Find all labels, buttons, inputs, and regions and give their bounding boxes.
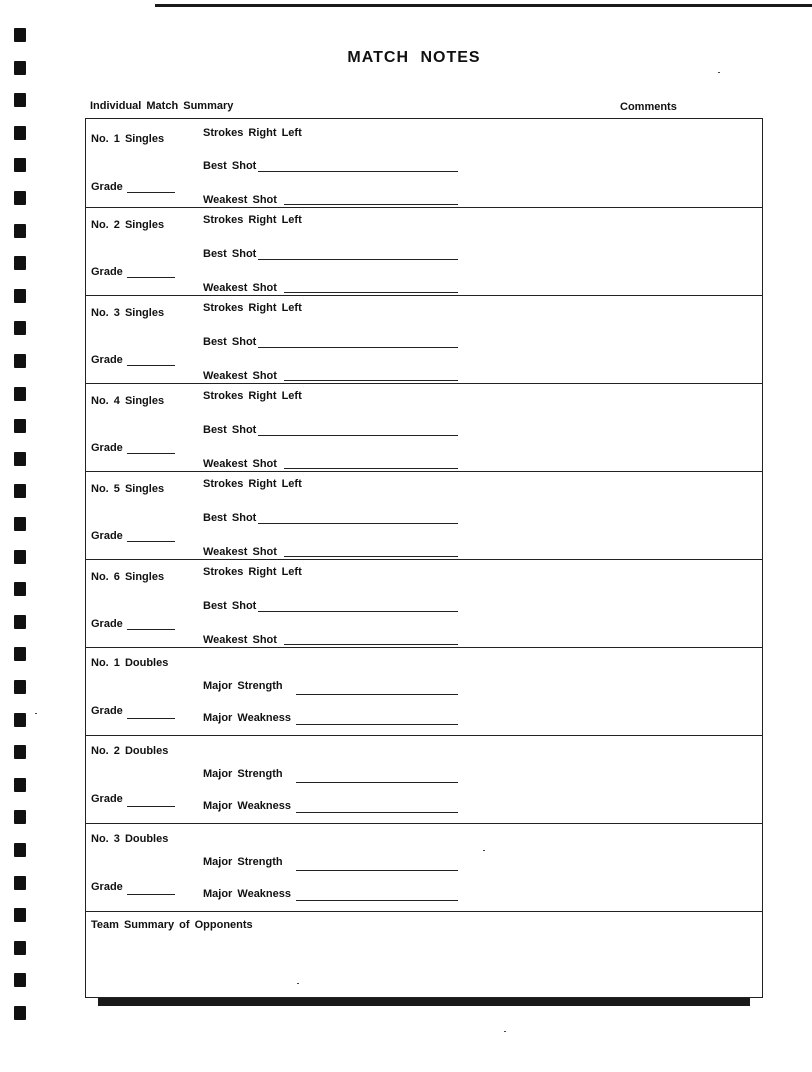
binder-hole [14,484,26,498]
major-weakness-line[interactable] [296,812,458,813]
grade-line[interactable] [127,192,175,193]
scan-speck [35,713,37,714]
strokes-label: Strokes Right Left [203,478,302,490]
doubles-label: No. 2 Doubles [91,745,169,757]
scan-speck [483,850,485,851]
grade-label: Grade [91,354,123,366]
grade-line[interactable] [127,894,175,895]
binder-hole [14,876,26,890]
weakest-shot-line[interactable] [284,644,458,645]
major-strength-label: Major Strength [203,856,283,868]
grade-line[interactable] [127,541,175,542]
weakest-shot-line[interactable] [284,292,458,293]
major-weakness-line[interactable] [296,724,458,725]
binder-hole [14,778,26,792]
scan-speck [504,1031,506,1032]
binder-hole [14,680,26,694]
best-shot-line[interactable] [258,347,458,348]
singles-section-6 [86,559,762,648]
match-form [85,118,763,998]
strokes-label: Strokes Right Left [203,566,302,578]
weakest-shot-label: Weakest Shot [203,458,277,470]
grade-line[interactable] [127,277,175,278]
grade-label: Grade [91,618,123,630]
weakest-shot-label: Weakest Shot [203,282,277,294]
doubles-section-3 [86,823,762,912]
singles-section-3 [86,295,762,384]
doubles-label: No. 3 Doubles [91,833,169,845]
team-summary-section [86,911,762,997]
best-shot-label: Best Shot [203,336,257,348]
binder-hole [14,973,26,987]
singles-label: No. 3 Singles [91,307,165,319]
best-shot-line[interactable] [258,171,458,172]
binder-hole [14,550,26,564]
binder-hole [14,93,26,107]
best-shot-label: Best Shot [203,424,257,436]
grade-label: Grade [91,442,123,454]
major-weakness-label: Major Weakness [203,800,292,812]
bottom-edge-bar [98,998,750,1006]
doubles-section-1 [86,647,762,736]
best-shot-label: Best Shot [203,248,257,260]
grade-line[interactable] [127,806,175,807]
grade-line[interactable] [127,453,175,454]
binder-hole [14,387,26,401]
binder-hole [14,191,26,205]
grade-label: Grade [91,793,123,805]
grade-label: Grade [91,266,123,278]
page-title: MATCH NOTES [347,49,481,66]
scan-speck [297,983,299,984]
major-weakness-label: Major Weakness [203,888,292,900]
singles-section-2 [86,207,762,296]
scan-speck [718,72,720,73]
weakest-shot-line[interactable] [284,468,458,469]
best-shot-label: Best Shot [203,160,257,172]
weakest-shot-label: Weakest Shot [203,370,277,382]
binder-hole [14,158,26,172]
binder-hole [14,419,26,433]
major-weakness-label: Major Weakness [203,712,292,724]
best-shot-label: Best Shot [203,600,257,612]
binder-hole [14,28,26,42]
best-shot-line[interactable] [258,611,458,612]
best-shot-line[interactable] [258,523,458,524]
grade-label: Grade [91,705,123,717]
best-shot-line[interactable] [258,259,458,260]
major-strength-line[interactable] [296,782,458,783]
summary-heading: Individual Match Summary [90,100,234,112]
binder-holes [14,28,26,1048]
grade-label: Grade [91,181,123,193]
major-strength-label: Major Strength [203,768,283,780]
binder-hole [14,1006,26,1020]
binder-hole [14,908,26,922]
singles-label: No. 1 Singles [91,133,165,145]
binder-hole [14,647,26,661]
team-summary-label: Team Summary of Opponents [91,919,253,931]
weakest-shot-line[interactable] [284,556,458,557]
binder-hole [14,126,26,140]
binder-hole [14,745,26,759]
strokes-label: Strokes Right Left [203,214,302,226]
strokes-label: Strokes Right Left [203,127,302,139]
grade-label: Grade [91,881,123,893]
top-edge-bar [155,4,812,7]
binder-hole [14,354,26,368]
binder-hole [14,256,26,270]
weakest-shot-line[interactable] [284,204,458,205]
binder-hole [14,321,26,335]
singles-label: No. 5 Singles [91,483,165,495]
binder-hole [14,517,26,531]
weakest-shot-line[interactable] [284,380,458,381]
strokes-label: Strokes Right Left [203,390,302,402]
grade-line[interactable] [127,629,175,630]
weakest-shot-label: Weakest Shot [203,194,277,206]
weakest-shot-label: Weakest Shot [203,634,277,646]
binder-hole [14,810,26,824]
major-strength-label: Major Strength [203,680,283,692]
doubles-label: No. 1 Doubles [91,657,169,669]
major-strength-line[interactable] [296,870,458,871]
singles-label: No. 4 Singles [91,395,165,407]
comments-heading: Comments [620,101,677,113]
singles-section-5 [86,471,762,560]
binder-hole [14,941,26,955]
grade-line[interactable] [127,718,175,719]
binder-hole [14,452,26,466]
binder-hole [14,713,26,727]
grade-label: Grade [91,530,123,542]
best-shot-label: Best Shot [203,512,257,524]
binder-hole [14,224,26,238]
binder-hole [14,843,26,857]
singles-section-1 [86,119,762,208]
major-weakness-line[interactable] [296,900,458,901]
binder-hole [14,582,26,596]
singles-section-4 [86,383,762,472]
strokes-label: Strokes Right Left [203,302,302,314]
singles-label: No. 6 Singles [91,571,165,583]
singles-label: No. 2 Singles [91,219,165,231]
best-shot-line[interactable] [258,435,458,436]
weakest-shot-label: Weakest Shot [203,546,277,558]
grade-line[interactable] [127,365,175,366]
doubles-section-2 [86,735,762,824]
binder-hole [14,615,26,629]
binder-hole [14,289,26,303]
major-strength-line[interactable] [296,694,458,695]
